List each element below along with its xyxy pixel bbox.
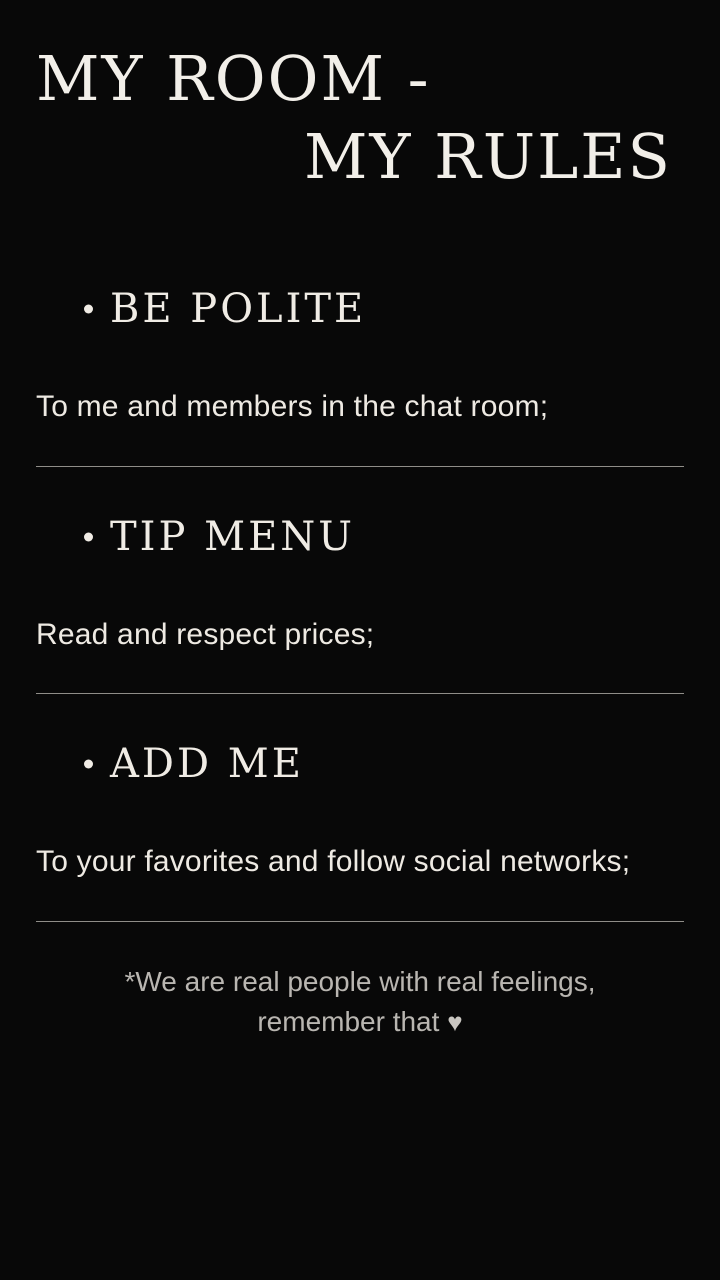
- rule-heading: [36, 515, 684, 559]
- rule-heading-label: BE POLITE: [110, 286, 367, 332]
- title-block: [0, 0, 720, 195]
- page-title-line-1: MY ROOM -: [36, 42, 431, 115]
- rule-heading: [36, 742, 684, 786]
- rule-description: To me and members in the chat room;: [36, 390, 549, 423]
- rule-description: To your favorites and follow social networks;: [36, 845, 631, 878]
- rule-heading-label: TIP MENU: [110, 513, 355, 560]
- rule-description: Read and respect prices;: [36, 617, 375, 651]
- footnote-text: *We are real people with real feelings, remember that: [124, 965, 596, 1038]
- divider: [36, 693, 684, 694]
- rule-item: [36, 515, 684, 695]
- footnote: [0, 962, 720, 1043]
- rules-list: [0, 287, 720, 922]
- divider: [36, 921, 684, 922]
- rule-heading: [36, 287, 684, 331]
- heart-icon: ♥: [447, 1007, 463, 1038]
- bullet-icon: [84, 532, 93, 541]
- divider: [36, 466, 684, 467]
- rule-heading-label: ADD ME: [110, 741, 304, 787]
- bullet-icon: [84, 760, 93, 769]
- bullet-icon: [84, 305, 93, 314]
- rule-item: [36, 742, 684, 922]
- page-title-line-2: MY RULES: [304, 119, 672, 193]
- rule-item: [36, 287, 684, 467]
